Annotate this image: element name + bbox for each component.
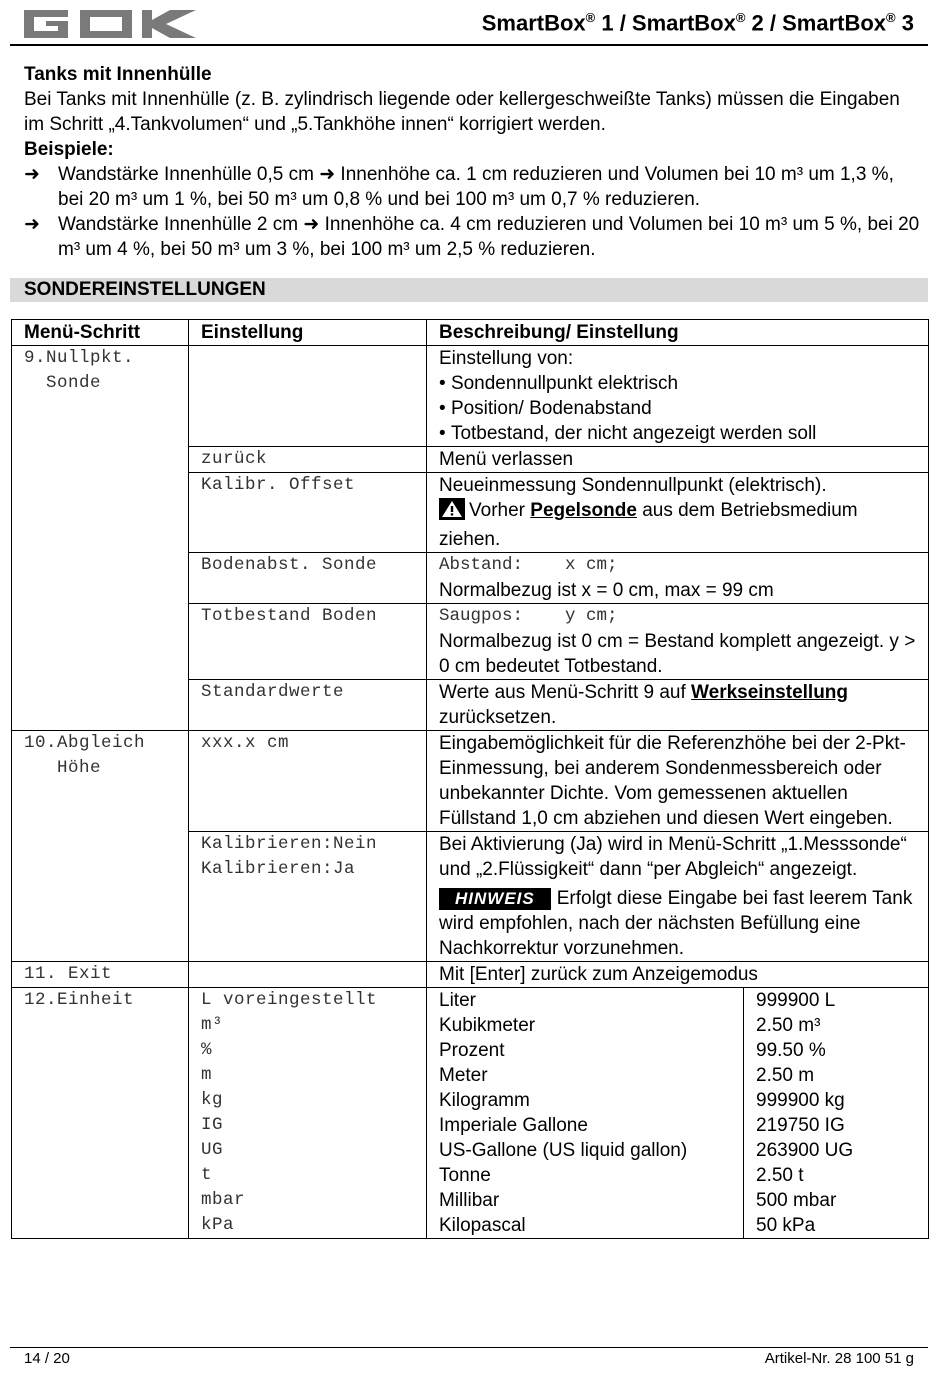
unit-example: 2.50 m³ (756, 1015, 821, 1036)
arrow-icon: ➜ (24, 214, 40, 235)
setting-cell: Bodenabst. Sonde (189, 553, 427, 604)
unit-label: Kilopascal (439, 1215, 526, 1236)
example-text: Wandstärke Innenhülle 0,5 cm ➜ Innenhöhe ca. 1 cm reduzieren und Volumen bei 10 m³ um 1,3 %, bei 20 m³ um 1 %, bei 50 m³ um 0,8 % und bei 100 m³ um 0,7 % reduzieren. (58, 164, 894, 210)
unit-code: t (201, 1165, 213, 1185)
menu-step-12: 12.Einheit (12, 988, 189, 1239)
example-text: Wandstärke Innenhülle 2 cm ➜ Innenhöhe ca. 4 cm reduzieren und Volumen bei 10 m³ um 5 %, bei 20 m³ um 4 %, bei 50 m³ um 3 %, bei 100 m³ um 2,5 % reduzieren. (58, 214, 920, 260)
unit-label: Millibar (439, 1190, 500, 1211)
unit-example: 500 mbar (756, 1190, 837, 1211)
unit-example: 999900 L (756, 990, 836, 1011)
setting-cell: zurück (189, 447, 427, 473)
gok-logo (24, 8, 200, 45)
section-title: SONDEREINSTELLUNGEN (24, 279, 266, 300)
unit-code: % (201, 1040, 213, 1060)
unit-code: L voreingestellt (201, 990, 378, 1010)
intro-section (24, 62, 924, 262)
description-cell: Werte aus Menü-Schritt 9 auf Werkseinstellung zurücksetzen. (427, 680, 929, 731)
header-rule (10, 44, 928, 46)
arrow-icon: ➜ (24, 164, 40, 185)
setting-cell (189, 346, 427, 447)
unit-example: 99.50 % (756, 1040, 826, 1061)
article-number: Artikel-Nr. 28 100 51 g (764, 1350, 914, 1367)
unit-code: m (201, 1065, 213, 1085)
description-cell: Mit [Enter] zurück zum Anzeigemodus (427, 962, 929, 988)
setting-cell: Totbestand Boden (189, 604, 427, 680)
column-header: Menü-Schritt (12, 320, 189, 346)
table-row (12, 731, 929, 832)
unit-label: Prozent (439, 1040, 505, 1061)
hinweis-badge: HINWEIS (439, 888, 551, 910)
description-cell: Saugpos: y cm; Normalbezug ist 0 cm = Bestand komplett angezeigt. y > 0 cm bedeutet Totbestand. (427, 604, 929, 680)
description-cell: Neueinmessung Sondennullpunkt (elektrisch). Vorher Pegelsonde aus dem Betriebsmedium ziehen. (427, 473, 929, 553)
description-cell: Menü verlassen (427, 447, 929, 473)
description-cell: Einstellung von: • Sondennullpunkt elektrisch • Position/ Bodenabstand • Totbestand, der nicht angezeigt werden soll (427, 346, 929, 447)
description-cell: Eingabemöglichkeit für die Referenzhöhe bei der 2-Pkt-Einmessung, bei anderem Sondenmessbereich oder unbekannter Dichte. Vom gemessenen aktuellen Füllstand 1,0 cm abziehen und diesen Wert eingeben. (427, 731, 929, 832)
section-title-band (10, 278, 928, 302)
unit-label: Kubikmeter (439, 1015, 536, 1036)
unit-label: Imperiale Gallone (439, 1115, 588, 1136)
intro-paragraph: Bei Tanks mit Innenhülle (z. B. zylindrisch liegende oder kellergeschweißte Tanks) müssen die Eingaben im Schritt „4.Tankvolumen“ und „5.Tankhöhe innen“ korrigiert werden. (24, 89, 900, 135)
unit-example: 2.50 t (756, 1165, 804, 1186)
menu-step-11: 11. Exit (12, 962, 189, 988)
menu-step-10: 10.Abgleich Höhe (12, 731, 189, 962)
unit-code: m³ (201, 1015, 224, 1035)
setting-cell: Kalibr. Offset (189, 473, 427, 553)
document-title: SmartBox® 1 / SmartBox® 2 / SmartBox® 3 (481, 10, 914, 36)
bullet-list (439, 371, 916, 446)
setting-cell (189, 962, 427, 988)
warning-icon (439, 498, 465, 527)
unit-examples-cell (744, 988, 929, 1239)
unit-codes-cell (189, 988, 427, 1239)
list-item: • Position/ Bodenabstand (439, 396, 916, 421)
unit-code: kg (201, 1090, 224, 1110)
unit-example: 263900 UG (756, 1140, 854, 1161)
unit-example: 999900 kg (756, 1090, 845, 1111)
example-item (24, 162, 924, 212)
list-item: • Sondennullpunkt elektrisch (439, 371, 916, 396)
unit-label: Meter (439, 1065, 488, 1086)
unit-code: UG (201, 1140, 224, 1160)
column-header: Beschreibung/ Einstellung (427, 320, 929, 346)
unit-code: mbar (201, 1190, 246, 1210)
unit-example: 50 kPa (756, 1215, 816, 1236)
table-row (12, 962, 929, 988)
unit-label: Tonne (439, 1165, 491, 1186)
settings-table (11, 319, 929, 1239)
column-header: Einstellung (189, 320, 427, 346)
setting-cell: Standardwerte (189, 680, 427, 731)
unit-label: Kilogramm (439, 1090, 530, 1111)
unit-example: 219750 IG (756, 1115, 845, 1136)
unit-label: US-Gallone (US liquid gallon) (439, 1140, 688, 1161)
setting-cell: Kalibrieren:Nein Kalibrieren:Ja (189, 832, 427, 962)
unit-example: 2.50 m (756, 1065, 815, 1086)
unit-code: kPa (201, 1215, 235, 1235)
description-cell: Abstand: x cm; Normalbezug ist x = 0 cm, max = 99 cm (427, 553, 929, 604)
page-number: 14 / 20 (24, 1350, 70, 1367)
table-header-row (12, 320, 929, 346)
unit-labels-cell (427, 988, 744, 1239)
unit-label: Liter (439, 990, 476, 1011)
example-item (24, 212, 924, 262)
list-item: • Totbestand, der nicht angezeigt werden soll (439, 421, 916, 446)
setting-cell: xxx.x cm (189, 731, 427, 832)
examples-heading: Beispiele: (24, 139, 114, 160)
menu-step-9: 9.Nullpkt. Sonde (12, 346, 189, 731)
unit-code: IG (201, 1115, 224, 1135)
footer-rule (10, 1347, 928, 1348)
description-cell: Bei Aktivierung (Ja) wird in Menü-Schritt „1.Messsonde“ und „2.Flüssigkeit“ dann “per Abgleich“ angezeigt. HINWEIS Erfolgt diese Eingabe bei fast leerem Tank wird empfohlen, nach der nächsten Befüllung eine Nachkorrektur vorzunehmen. (427, 832, 929, 962)
table-row (12, 988, 929, 1239)
table-row (12, 346, 929, 447)
intro-heading: Tanks mit Innenhülle (24, 64, 212, 85)
